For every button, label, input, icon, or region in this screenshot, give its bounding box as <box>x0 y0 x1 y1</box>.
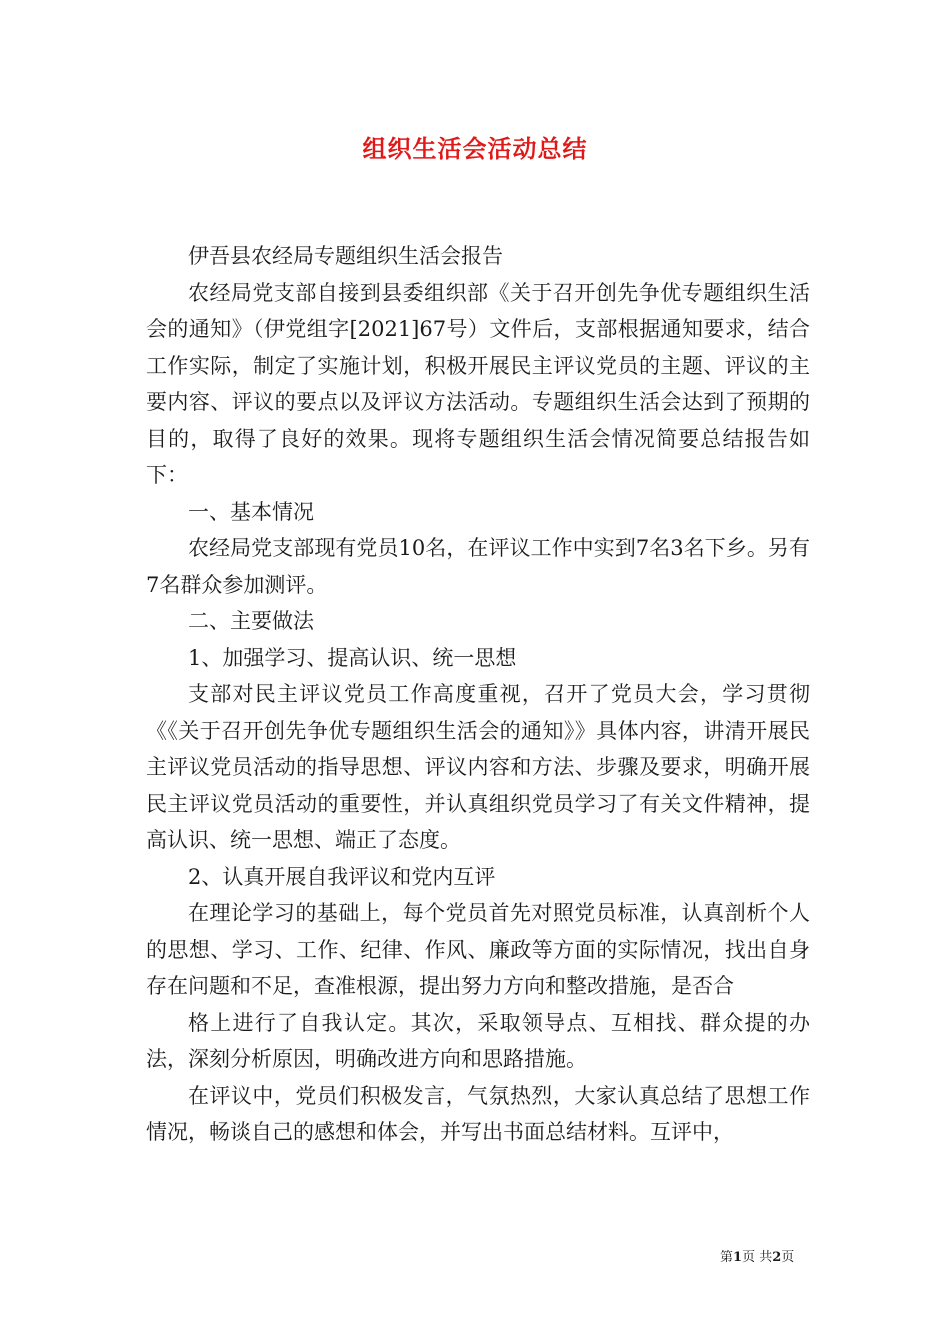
paragraph-study: 支部对民主评议党员工作高度重视，召开了党员大会，学习贯彻《《关于召开创先争优专题组织生活会的通知》》具体内容，讲清开展民主评议党员活动的指导思想、评议内容和方法、步骤及要求，明确开展民主评议党员活动的重要性，并认真组织党员学习了有关文件精神，提高认识、统一思想、端正了态度。 <box>146 682 810 852</box>
paragraph-evaluation-meeting: 在评议中，党员们积极发言，气氛热烈，大家认真总结了思想工作情况，畅谈自己的感想和体会，并写出书面总结材料。互评中， <box>146 1083 810 1144</box>
page-number-prefix: 第 <box>720 1250 734 1265</box>
page-number <box>720 1249 794 1267</box>
report-subtitle: 伊吾县农经局专题组织生活会报告 <box>188 244 503 268</box>
subheading-study: 1、加强学习、提高认识、统一思想 <box>188 645 517 670</box>
paragraph-basic-situation: 农经局党支部现有党员10名，在评议工作中实到7名3名下乡。另有7名群众参加测评。 <box>146 536 810 597</box>
page-number-middle: 页 共 <box>742 1250 773 1265</box>
page-number-suffix: 页 <box>781 1250 795 1265</box>
paragraph-self-evaluation: 在理论学习的基础上，每个党员首先对照党员标准，认真剖析个人的思想、学习、工作、纪律、作风、廉政等方面的实际情况，找出自身存在问题和不足，查准根源，提出努力方向和整改措施，是否合 <box>146 901 810 998</box>
document-body <box>146 238 810 1151</box>
paragraph-self-assessment: 格上进行了自我认定。其次，采取领导点、互相找、群众提的办法，深刻分析原因，明确改进方向和思路措施。 <box>146 1010 810 1071</box>
section-heading-basic-situation: 一、基本情况 <box>188 499 314 524</box>
total-pages: 2 <box>772 1250 782 1265</box>
document-title: 组织生活会活动总结 <box>362 134 588 163</box>
subheading-self-evaluation: 2、认真开展自我评议和党内互评 <box>188 864 496 889</box>
current-page: 1 <box>733 1250 743 1265</box>
paragraph-intro: 农经局党支部自接到县委组织部《关于召开创先争优专题组织生活会的通知》（伊党组字[2021]67号）文件后，支部根据通知要求，结合工作实际，制定了实施计划，积极开展民主评议党员的主题、评议的主要内容、评议的要点以及评议方法活动。专题组织生活会达到了预期的目的，取得了良好的效果。现将专题组织生活会情况简要总结报告如下： <box>146 280 810 487</box>
section-heading-main-practices: 二、主要做法 <box>188 609 314 633</box>
